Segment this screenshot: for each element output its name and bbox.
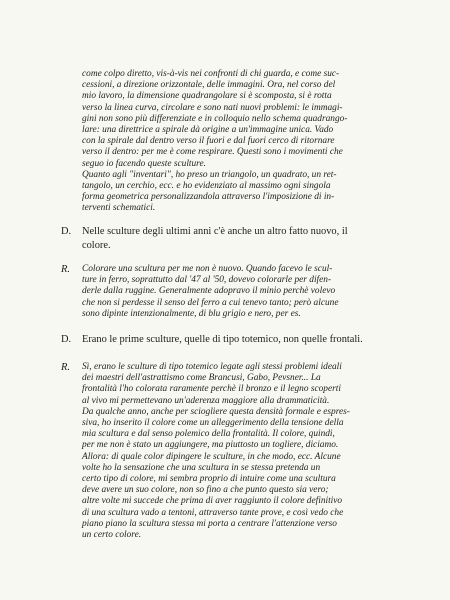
text-line: terventi schematici. (82, 203, 156, 214)
question-paragraph (82, 333, 392, 347)
text-line: al vivo mi permettevano un'aderenza maggiore alla drammaticità. (82, 395, 330, 406)
text-line: che non si perdesse il senso del ferro a cui tenevo tanto; però alcune (82, 297, 339, 308)
text-line: altre volte mi succede che prima di aver raggiunto il colore definitivo (82, 496, 343, 507)
text-line: Sì, erano le sculture di tipo totemico legate agli stessi problemi ideali (82, 362, 342, 372)
text-line: verso il dentro: per me è come respirare. Questi sono i movimenti che (82, 147, 343, 158)
text-line: frontalità l'ho colorata raramente perchè il bronzo e il legno scoperti (82, 384, 341, 395)
answer-paragraph (82, 362, 392, 541)
text-line: dei maestri dell'astrattismo come Brancusi, Gabo, Pevsner... La (82, 373, 321, 384)
text-line: cessioni, a direzione orizzontale, delle immagini. Ora, nel corso del (82, 80, 336, 91)
text-line: ture in ferro, soprattutto dal '47 al '50, dovevo colorarle per difen- (82, 275, 332, 286)
text-line: certo tipo di colore, mi sembra proprio di intuire come una scultura (82, 474, 336, 485)
speaker-marker-answer: R. (61, 264, 70, 275)
text-line: piano piano la scultura stessa mi porta a centrare l'attenzione verso (82, 518, 337, 529)
text-line: mia scultura e dal senso polemico della frontalità. Il colore, quindi, (82, 429, 335, 440)
text-line: Quanto agli "inventari", ho preso un triangolo, un quadrato, un ret- (82, 169, 337, 180)
speaker-marker-answer: R. (61, 362, 70, 373)
text-line: sono dipinte intenzionalmente, di blu grigio e nero, per es. (82, 308, 301, 319)
text-line: con la spirale dal dentro verso il fuori e dal fuori cerco di ritornare (82, 136, 335, 147)
text-line: Da qualche anno, anche per sciogliere questa densità formale e espres- (82, 406, 350, 417)
text-line: seguo io facendo queste sculture. (82, 158, 206, 169)
text-line: Nelle sculture degli ultimi anni c'è anche un altro fatto nuovo, il (82, 226, 348, 237)
text-line: volte ho la sensazione che una scultura in se stessa pretenda un (82, 462, 321, 473)
text-line: Colorare una scultura per me non è nuovo. Quando facevo le scul- (82, 264, 333, 274)
speaker-marker-question: D. (61, 334, 72, 345)
text-line: gini non sono più differenziate e in colloquio nello schema quadrango- (82, 113, 348, 124)
text-line: deve avere un suo colore, non so fino a che punto questo sia vero; (82, 485, 329, 496)
text-line: Erano le prime sculture, quelle di tipo totemico, non quelle frontali. (82, 334, 363, 345)
text-line: siva, ho inserito il colore come un alleggerimento della tensione della (82, 418, 344, 429)
text-line: come colpo diretto, vis-à-vis nei confronti di chi guarda, e come suc- (82, 69, 340, 79)
text-line: un certo colore. (82, 530, 142, 541)
text-line: di una scultura vado a tentoni, attraverso tante prove, e così vedo che (82, 507, 344, 518)
paragraph-continuation (82, 69, 382, 215)
speaker-marker-question: D. (61, 226, 72, 237)
text-line: lare: una direttrice a spirale dà origine a un'immagine unica. Vado (82, 125, 334, 136)
text-line: verso la linea curva, circolare e sono nati nuovi problemi: le immagi- (82, 102, 343, 113)
question-paragraph (82, 225, 392, 253)
text-line: forma geometrica personalizzandola attraverso l'imposizione di in- (82, 192, 335, 203)
text-line: mio lavoro, la dimensione quadrangolare si è scomposta, si è rotta (82, 91, 332, 102)
text-line: tangolo, un cerchio, ecc. e ho evidenziato al massimo ogni singola (82, 181, 331, 192)
text-line: Allora: di quale color dipingere le sculture, in che modo, ecc. Alcune (82, 451, 341, 462)
text-line: derle dalla ruggine. Generalmente adopravo il minio perchè volevo (82, 286, 336, 297)
text-line: colore. (82, 240, 111, 251)
answer-paragraph (82, 264, 392, 320)
text-line: per me non è stato un aggiungere, ma piuttosto un togliere, diciamo. (82, 440, 339, 451)
